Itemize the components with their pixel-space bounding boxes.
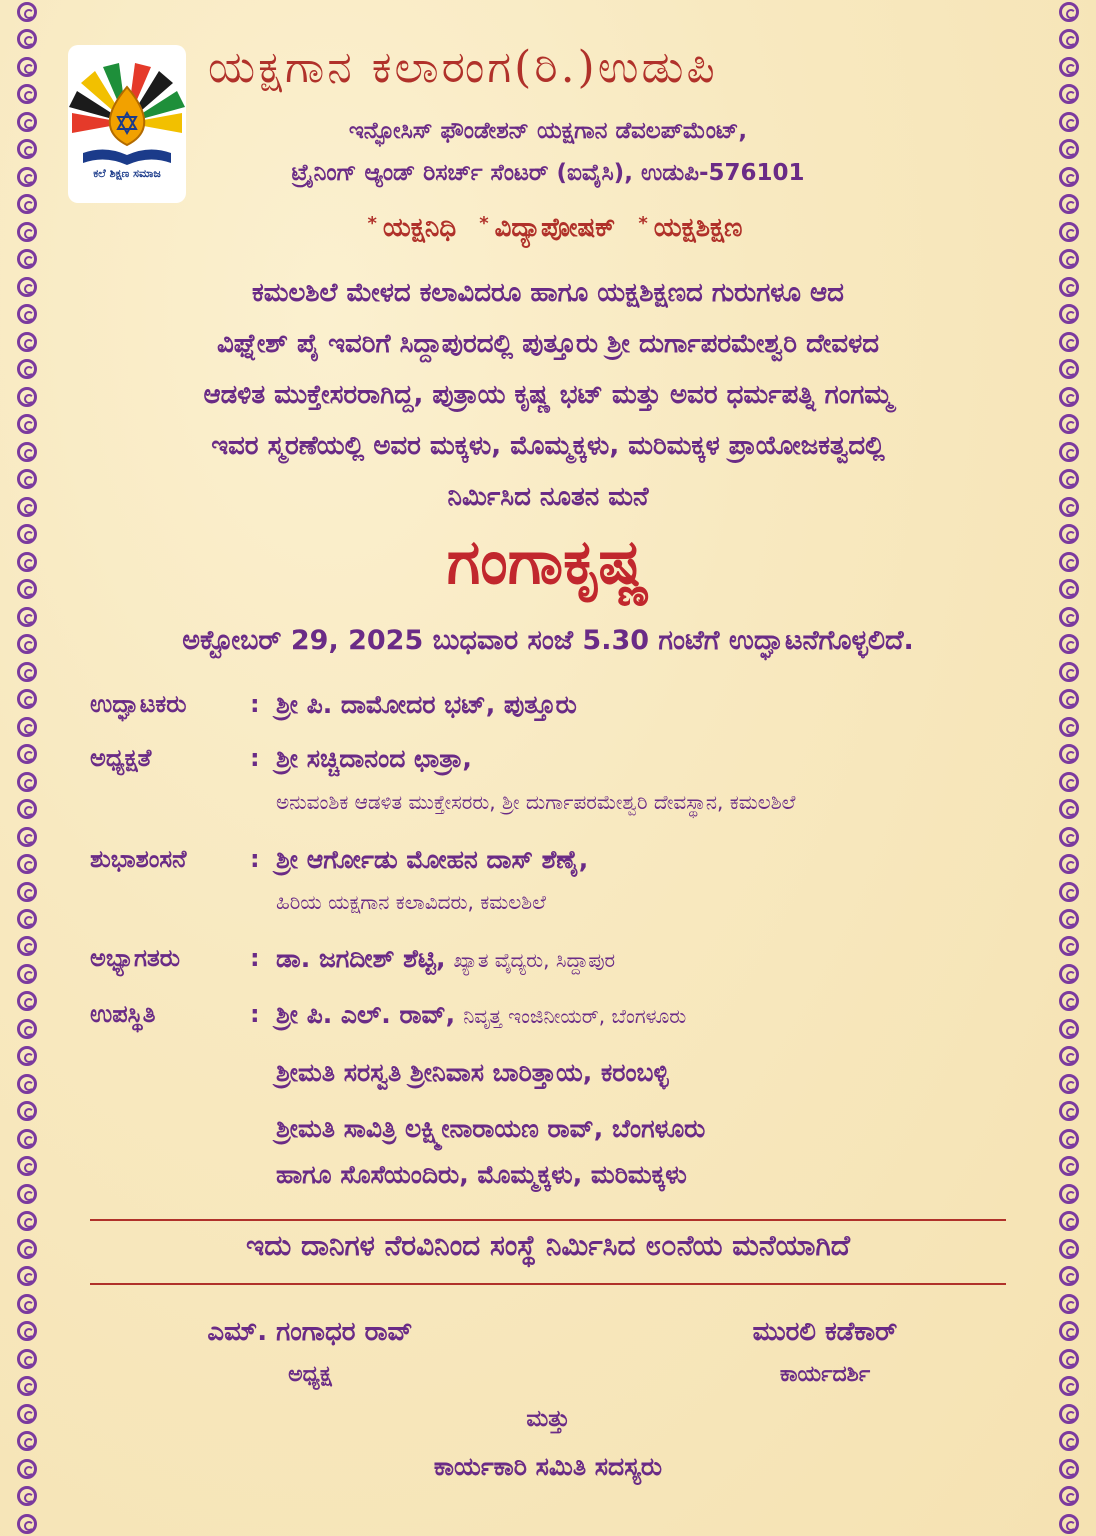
swirl-ornament-icon	[1059, 1514, 1079, 1534]
swirl-ornament-icon	[17, 332, 37, 352]
intro-line: ವಿಘ್ನೇಶ್ ಪೈ ಇವರಿಗೆ ಸಿದ್ದಾಪುರದಲ್ಲಿ ಪುತ್ತೂರು ಶ್ರೀ ದುರ್ಗಾಪರಮೇಶ್ವರಿ ದೇವಳದ	[216, 329, 880, 359]
detail-label: ಶುಭಾಶಂಸನೆ	[90, 845, 187, 873]
swirl-ornament-icon	[17, 634, 37, 654]
swirl-ornament-icon	[1059, 744, 1079, 764]
swirl-ornament-icon	[17, 304, 37, 324]
organization-subtitle-line2: ಟ್ರೈನಿಂಗ್ ಆ್ಯಂಡ್ ರಿಸರ್ಚ್ ಸೆಂಟರ್ (ಐವೈಸಿ), ಉಡುಪಿ-576101	[291, 160, 805, 186]
swirl-ornament-icon	[1059, 1486, 1079, 1506]
detail-description: ಅನುವಂಶಿಕ ಆಡಳಿತ ಮುಕ್ತೇಸರರು, ಶ್ರೀ ದುರ್ಗಾಪರಮೇಶ್ವರಿ ದೇವಸ್ಥಾನ, ಕಮಲಶಿಲೆ	[276, 790, 796, 814]
swirl-ornament-icon	[1059, 304, 1079, 324]
swirl-ornament-icon	[17, 1459, 37, 1479]
swirl-ornament-icon	[17, 1294, 37, 1314]
right-swirl-border	[1046, 0, 1092, 1536]
signatory-name: ಎಮ್. ಗಂಗಾಧರ ರಾವ್	[207, 1317, 413, 1347]
swirl-ornament-icon	[1059, 1101, 1079, 1121]
swirl-ornament-icon	[1059, 689, 1079, 709]
swirl-ornament-icon	[1059, 1184, 1079, 1204]
swirl-ornament-icon	[17, 1239, 37, 1259]
swirl-ornament-icon	[17, 744, 37, 764]
swirl-ornament-icon	[17, 1184, 37, 1204]
detail-value: ಶ್ರೀ ಪಿ. ದಾಮೋದರ ಭಟ್, ಪುತ್ತೂರು	[276, 690, 577, 719]
swirl-ornament-icon	[1059, 909, 1079, 929]
swirl-ornament-icon	[1059, 1376, 1079, 1396]
swirl-ornament-icon	[1059, 827, 1079, 847]
swirl-ornament-icon	[1059, 1459, 1079, 1479]
swirl-ornament-icon	[17, 1431, 37, 1451]
swirl-ornament-icon	[1059, 524, 1079, 544]
swirl-ornament-icon	[1059, 277, 1079, 297]
invitation-card	[60, 0, 1036, 1536]
star-icon: *	[638, 213, 648, 234]
swirl-ornament-icon	[17, 277, 37, 297]
guest-name: ಡಾ. ಜಗದೀಶ್ ಶೆಟ್ಟಿ,	[276, 944, 446, 973]
swirl-ornament-icon	[17, 387, 37, 407]
swirl-ornament-icon	[17, 1156, 37, 1176]
detail-label: ಅಭ್ಯಾಗತರು	[90, 944, 181, 972]
committee-members: ಕಾರ್ಯಕಾರಿ ಸಮಿತಿ ಸದಸ್ಯರು	[433, 1452, 663, 1481]
swirl-ornament-icon	[17, 579, 37, 599]
signatory-secretary	[680, 1317, 970, 1387]
house-name: ಗಂಗಾಕೃಷ್ಣ	[446, 525, 650, 598]
swirl-ornament-icon	[1059, 194, 1079, 214]
presence-note: ನಿವೃತ್ತ ಇಂಜಿನೀಯರ್, ಬೆಂಗಳೂರು	[463, 1004, 687, 1028]
swirl-ornament-icon	[17, 167, 37, 187]
swirl-ornament-icon	[17, 827, 37, 847]
detail-colon: :	[250, 845, 260, 873]
swirl-ornament-icon	[1059, 1211, 1079, 1231]
swirl-ornament-icon	[17, 662, 37, 682]
intro-line: ನಿರ್ಮಿಸಿದ ನೂತನ ಮನೆ	[447, 482, 649, 512]
house-count-banner: ಇದು ದಾನಿಗಳ ನೆರವಿನಿಂದ ಸಂಸ್ಥೆ ನಿರ್ಮಿಸಿದ ೮೦ನೆಯ ಮನೆಯಾಗಿದೆ	[246, 1229, 850, 1262]
swirl-ornament-icon	[17, 964, 37, 984]
swirl-ornament-icon	[17, 84, 37, 104]
detail-colon: :	[250, 690, 260, 718]
signatory-name: ಮುರಲಿ ಕಡೆಕಾರ್	[752, 1317, 898, 1347]
swirl-ornament-icon	[1059, 1321, 1079, 1341]
star-icon: *	[367, 213, 377, 234]
swirl-ornament-icon	[1059, 469, 1079, 489]
swirl-ornament-icon	[1059, 579, 1079, 599]
presence-other: ಶ್ರೀಮತಿ ಸರಸ್ವತಿ ಶ್ರೀನಿವಾಸ ಬಾರಿತ್ತಾಯ, ಕರಂಬಳ್ಳಿ	[276, 1058, 669, 1087]
swirl-ornament-icon	[17, 442, 37, 462]
swirl-ornament-icon	[17, 854, 37, 874]
swirl-ornament-icon	[1059, 57, 1079, 77]
swirl-ornament-icon	[17, 799, 37, 819]
swirl-ornament-icon	[1059, 1349, 1079, 1369]
swirl-ornament-icon	[17, 359, 37, 379]
swirl-ornament-icon	[1059, 222, 1079, 242]
presence-name: ಶ್ರೀ ಪಿ. ಎಲ್. ರಾವ್,	[276, 1000, 456, 1029]
swirl-ornament-icon	[1059, 772, 1079, 792]
swirl-ornament-icon	[17, 1129, 37, 1149]
swirl-ornament-icon	[17, 772, 37, 792]
detail-label: ಉಪಸ್ಥಿತಿ	[90, 1000, 156, 1028]
swirl-ornament-icon	[1059, 84, 1079, 104]
swirl-ornament-icon	[1059, 249, 1079, 269]
swirl-ornament-icon	[17, 1101, 37, 1121]
swirl-ornament-icon	[1059, 1404, 1079, 1424]
swirl-ornament-icon	[17, 222, 37, 242]
swirl-ornament-icon	[17, 1074, 37, 1094]
swirl-ornament-icon	[1059, 717, 1079, 737]
swirl-ornament-icon	[1059, 167, 1079, 187]
swirl-ornament-icon	[1059, 332, 1079, 352]
detail-value: ಶ್ರೀ ಆರ್ಗೋಡು ಮೋಹನ ದಾಸ್ ಶೆಣೈ,	[276, 845, 589, 874]
swirl-ornament-icon	[17, 1019, 37, 1039]
swirl-ornament-icon	[1059, 1266, 1079, 1286]
signatory-role: ಅಧ್ಯಕ್ಷ	[288, 1362, 332, 1387]
swirl-ornament-icon	[17, 57, 37, 77]
swirl-ornament-icon	[17, 194, 37, 214]
swirl-ornament-icon	[17, 2, 37, 22]
detail-description: ಹಿರಿಯ ಯಕ್ಷಗಾನ ಕಲಾವಿದರು, ಕಮಲಶಿಲೆ	[276, 890, 546, 914]
swirl-ornament-icon	[17, 1486, 37, 1506]
swirl-ornament-icon	[17, 1514, 37, 1534]
swirl-ornament-icon	[17, 1266, 37, 1286]
presence-other: ಹಾಗೂ ಸೊಸೆಯಂದಿರು, ಮೊಮ್ಮಕ್ಕಳು, ಮರಿಮಕ್ಕಳು	[276, 1160, 687, 1189]
guest-note: ಖ್ಯಾತ ವೈದ್ಯರು, ಸಿದ್ದಾಪುರ	[453, 948, 616, 972]
signatory-role: ಕಾರ್ಯದರ್ಶಿ	[779, 1362, 871, 1387]
swirl-ornament-icon	[17, 1376, 37, 1396]
swirl-ornament-icon	[17, 936, 37, 956]
swirl-ornament-icon	[1059, 552, 1079, 572]
swirl-ornament-icon	[1059, 1239, 1079, 1259]
and-text: ಮತ್ತು	[526, 1406, 570, 1432]
swirl-ornament-icon	[1059, 1129, 1079, 1149]
swirl-ornament-icon	[1059, 29, 1079, 49]
swirl-ornament-icon	[17, 1349, 37, 1369]
swirl-ornament-icon	[1059, 1431, 1079, 1451]
swirl-ornament-icon	[17, 882, 37, 902]
organization-title: ಯಕ್ಷಗಾನ ಕಲಾರಂಗ(ರಿ.)ಉಡುಪಿ	[208, 42, 718, 93]
intro-line: ಆಡಳಿತ ಮುಕ್ತೇಸರರಾಗಿದ್ದ, ಪುತ್ರಾಯ ಕೃಷ್ಣ ಭಟ್ ಮತ್ತು ಅವರ ಧರ್ಮಪತ್ನಿ ಗಂಗಮ್ಮ	[203, 380, 893, 410]
swirl-ornament-icon	[17, 552, 37, 572]
swirl-ornament-icon	[1059, 854, 1079, 874]
swirl-ornament-icon	[1059, 634, 1079, 654]
detail-label: ಅಧ್ಯಕ್ಷತೆ	[90, 744, 152, 772]
intro-paragraph	[60, 268, 1036, 523]
swirl-ornament-icon	[17, 607, 37, 627]
swirl-ornament-icon	[1059, 991, 1079, 1011]
detail-label: ಉದ್ಘಾಟಕರು	[90, 690, 187, 718]
detail-colon: :	[250, 744, 260, 772]
swirl-ornament-icon	[17, 524, 37, 544]
swirl-ornament-icon	[17, 249, 37, 269]
swirl-ornament-icon	[1059, 1156, 1079, 1176]
swirl-ornament-icon	[1059, 1046, 1079, 1066]
inauguration-date-line: ಅಕ್ಟೋಬರ್ 29, 2025 ಬುಧವಾರ ಸಂಜೆ 5.30 ಗಂಟೆಗೆ ಉದ್ಘಾಟನೆಗೊಳ್ಳಲಿದೆ.	[182, 625, 914, 656]
program-tag: ವಿದ್ಯಾಪೋಷಕ್	[494, 213, 616, 243]
swirl-ornament-icon	[17, 414, 37, 434]
swirl-ornament-icon	[1059, 1074, 1079, 1094]
swirl-ornament-icon	[1059, 936, 1079, 956]
swirl-ornament-icon	[1059, 414, 1079, 434]
swirl-ornament-icon	[17, 139, 37, 159]
swirl-ornament-icon	[1059, 662, 1079, 682]
divider-bottom	[90, 1283, 1006, 1285]
signatory-president	[160, 1317, 460, 1387]
swirl-ornament-icon	[17, 112, 37, 132]
star-icon: *	[479, 213, 489, 234]
swirl-ornament-icon	[1059, 497, 1079, 517]
swirl-ornament-icon	[1059, 359, 1079, 379]
swirl-ornament-icon	[17, 497, 37, 517]
swirl-ornament-icon	[1059, 2, 1079, 22]
intro-line: ಕಮಲಶಿಲೆ ಮೇಳದ ಕಲಾವಿದರೂ ಹಾಗೂ ಯಕ್ಷಶಿಕ್ಷಣದ ಗುರುಗಳೂ ಆದ	[252, 278, 844, 308]
program-tag: ಯಕ್ಷನಿಧಿ	[382, 213, 457, 243]
swirl-ornament-icon	[17, 717, 37, 737]
intro-line: ಇವರ ಸ್ಮರಣೆಯಲ್ಲಿ ಅವರ ಮಕ್ಕಳು, ಮೊಮ್ಮಕ್ಕಳು, ಮರಿಮಕ್ಕಳ ಪ್ರಾಯೋಜಕತ್ವದಲ್ಲಿ	[211, 431, 885, 461]
swirl-ornament-icon	[1059, 442, 1079, 462]
swirl-ornament-icon	[1059, 964, 1079, 984]
swirl-ornament-icon	[17, 909, 37, 929]
swirl-ornament-icon	[1059, 1294, 1079, 1314]
presence-other: ಶ್ರೀಮತಿ ಸಾವಿತ್ರಿ ಲಕ್ಷ್ಮೀನಾರಾಯಣ ರಾವ್, ಬೆಂಗಳೂರು	[276, 1114, 706, 1143]
swirl-ornament-icon	[17, 469, 37, 489]
swirl-ornament-icon	[1059, 799, 1079, 819]
detail-value	[276, 1000, 686, 1030]
logo-caption: ಕಲೆ ಶಿಕ್ಷಣ ಸಮಾಜ	[93, 167, 161, 180]
swirl-ornament-icon	[1059, 607, 1079, 627]
swirl-ornament-icon	[1059, 1019, 1079, 1039]
swirl-ornament-icon	[17, 1211, 37, 1231]
detail-colon: :	[250, 944, 260, 972]
organization-subtitle-line1: ಇನ್ಫೋಸಿಸ್ ಫೌಂಡೇಶನ್ ಯಕ್ಷಗಾನ ಡೆವಲಪ್‌ಮೆಂಟ್,	[348, 118, 748, 144]
swirl-ornament-icon	[1059, 882, 1079, 902]
swirl-ornament-icon	[17, 1321, 37, 1341]
program-tag: ಯಕ್ಷಶಿಕ್ಷಣ	[653, 213, 743, 243]
program-tags	[60, 213, 1036, 244]
swirl-ornament-icon	[17, 991, 37, 1011]
swirl-ornament-icon	[17, 689, 37, 709]
swirl-ornament-icon	[1059, 387, 1079, 407]
detail-value: ಶ್ರೀ ಸಚ್ಚಿದಾನಂದ ಛಾತ್ರಾ,	[276, 744, 472, 773]
swirl-ornament-icon	[1059, 112, 1079, 132]
divider-top	[90, 1219, 1006, 1221]
left-swirl-border	[4, 0, 50, 1536]
swirl-ornament-icon	[1059, 139, 1079, 159]
swirl-ornament-icon	[17, 1404, 37, 1424]
swirl-ornament-icon	[17, 1046, 37, 1066]
swirl-ornament-icon	[17, 29, 37, 49]
detail-colon: :	[250, 1000, 260, 1028]
detail-value	[276, 944, 615, 974]
